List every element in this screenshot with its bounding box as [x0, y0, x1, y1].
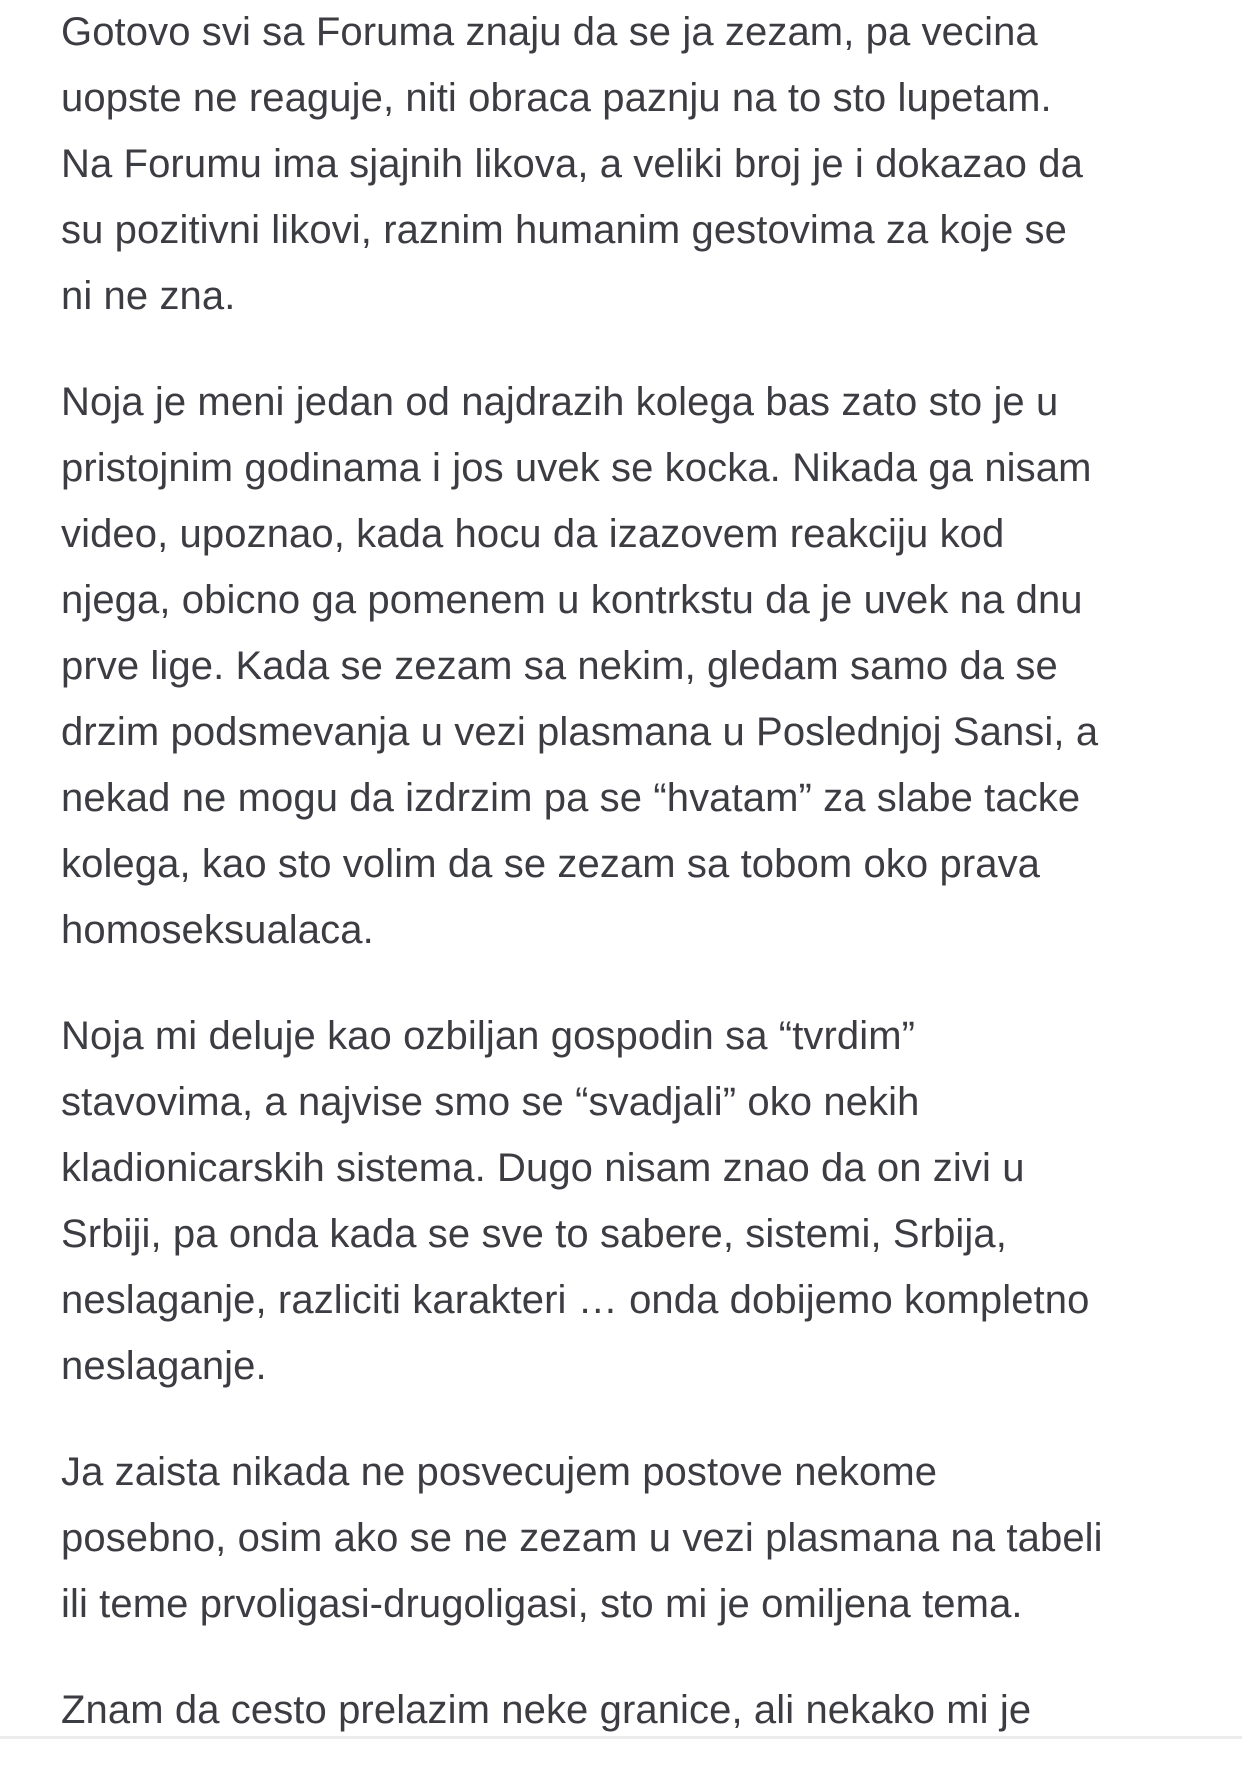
text-line: stavovima, a najvise smo se “svadjali” oko nekih — [61, 1080, 920, 1124]
text-line: pristojnim godinama i jos uvek se kocka. Nikada ga nisam — [61, 446, 1092, 490]
text-line: ili teme prvoligasi-drugoligasi, sto mi je omiljena tema. — [61, 1582, 1023, 1626]
text-line: uopste ne reaguje, niti obraca paznju na to sto lupetam. — [61, 76, 1052, 120]
text-line: Gotovo svi sa Foruma znaju da se ja zezam, pa vecina — [61, 10, 1038, 54]
paragraph-4 — [61, 1439, 1191, 1637]
text-line: Na Forumu ima sjajnih likova, a veliki broj je i dokazao da — [61, 142, 1083, 186]
paragraph-5 — [61, 1677, 1191, 1743]
text-line: neslaganje. — [61, 1344, 267, 1388]
text-line: posebno, osim ako se ne zezam u vezi plasmana na tabeli — [61, 1516, 1103, 1560]
article-body — [61, 0, 1191, 1783]
text-line: neslaganje, razliciti karakteri … onda dobijemo kompletno — [61, 1278, 1090, 1322]
text-line: Znam da cesto prelazim neke granice, ali nekako mi je — [61, 1688, 1032, 1732]
text-line: njega, obicno ga pomenem u kontrkstu da je uvek na dnu — [61, 578, 1083, 622]
text-line: ni ne zna. — [61, 274, 236, 318]
paragraph-2 — [61, 369, 1191, 963]
text-line: kladionicarskih sistema. Dugo nisam znao da on zivi u — [61, 1146, 1025, 1190]
text-line: nekad ne mogu da izdrzim pa se “hvatam” za slabe tacke — [61, 776, 1081, 820]
text-line: video, upoznao, kada hocu da izazovem reakciju kod — [61, 512, 1005, 556]
text-line: Ja zaista nikada ne posvecujem postove nekome — [61, 1450, 938, 1494]
text-line: su pozitivni likovi, raznim humanim gestovima za koje se — [61, 208, 1067, 252]
text-line: prve lige. Kada se zezam sa nekim, gledam samo da se — [61, 644, 1058, 688]
text-line: Srbiji, pa onda kada se sve to sabere, sistemi, Srbija, — [61, 1212, 1007, 1256]
text-line: kolega, kao sto volim da se zezam sa tobom oko prava — [61, 842, 1041, 886]
paragraph-3 — [61, 1003, 1191, 1399]
paragraph-1 — [61, 0, 1191, 329]
text-line: Noja mi deluje kao ozbiljan gospodin sa “tvrdim” — [61, 1014, 916, 1058]
text-line: drzim podsmevanja u vezi plasmana u Poslednjoj Sansi, a — [61, 710, 1099, 754]
text-line: homoseksualaca. — [61, 908, 374, 952]
text-line: Noja je meni jedan od najdrazih kolega bas zato sto je u — [61, 380, 1059, 424]
